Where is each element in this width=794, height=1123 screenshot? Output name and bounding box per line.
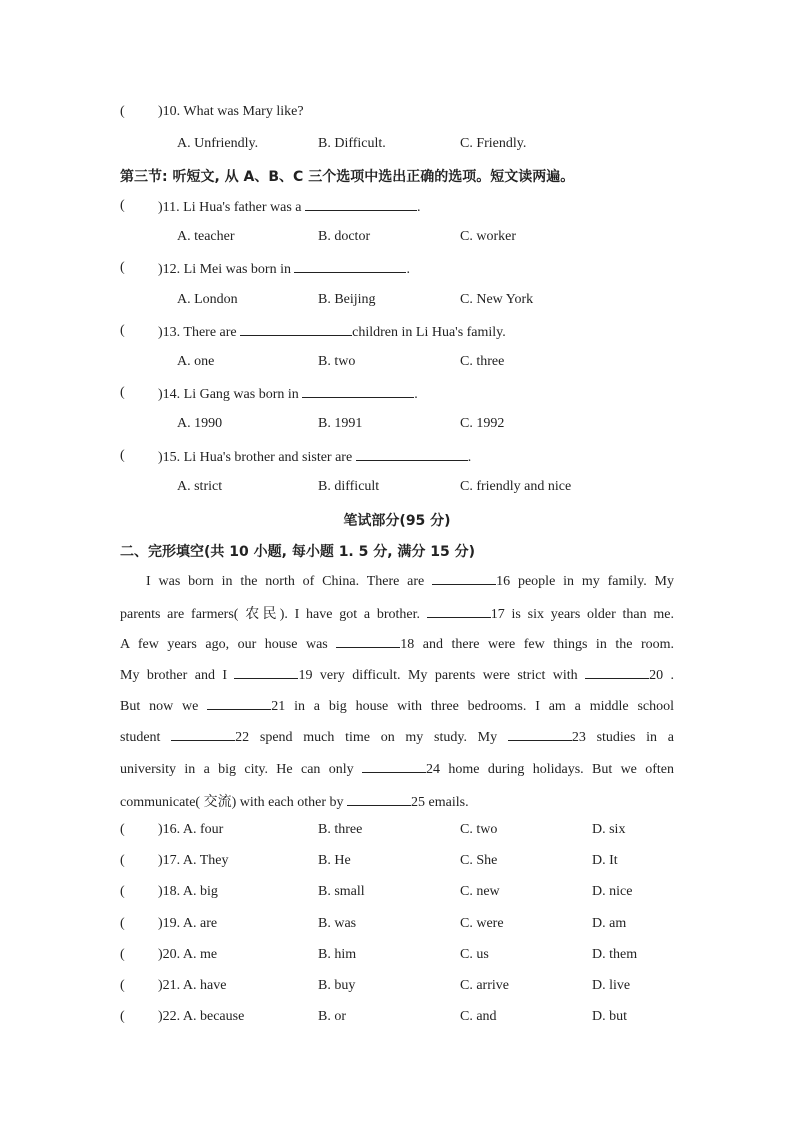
option-b: B. was	[318, 916, 357, 931]
answer-paren: (	[120, 853, 125, 868]
passage-text: My brother and I	[120, 668, 228, 683]
passage-text: 22 spend much time on my study. My	[235, 730, 498, 745]
passage-line	[120, 728, 674, 746]
option-b: B. 1991	[318, 416, 363, 431]
answer-paren: (	[120, 385, 125, 400]
option-b: B. three	[318, 822, 363, 837]
passage-text: 17 is six years older than me.	[490, 607, 675, 622]
option-c: C. were	[460, 916, 504, 931]
option-d: D. live	[592, 978, 631, 993]
section-2-heading: 二、完形填空(共 10 小题, 每小题 1. 5 分, 满分 15 分)	[120, 544, 476, 560]
cloze-question-20: )20. A. me	[158, 947, 218, 962]
option-c: C. three	[460, 354, 505, 369]
cloze-blank-20	[585, 666, 649, 679]
answer-paren: (	[120, 822, 125, 837]
question-text: )15. Li Hua's brother and sister are	[158, 450, 353, 465]
answer-blank	[240, 323, 352, 336]
passage-line	[120, 666, 674, 684]
cloze-question-16: )16. A. four	[158, 822, 224, 837]
cloze-blank-23	[508, 728, 572, 741]
cloze-question-18: )18. A. big	[158, 884, 218, 899]
option-c: C. friendly and nice	[460, 479, 572, 494]
question-text: )12. Li Mei was born in	[158, 262, 291, 277]
question-11	[158, 198, 421, 216]
option-d: D. but	[592, 1009, 627, 1024]
question-10: )10. What was Mary like?	[158, 104, 304, 119]
option-d: D. It	[592, 853, 618, 868]
option-a: A. strict	[177, 479, 223, 494]
passage-text: A few years ago, our house was	[120, 637, 328, 652]
cloze-blank-17	[427, 605, 491, 618]
option-a: A. teacher	[177, 229, 235, 244]
cloze-question-21: )21. A. have	[158, 978, 227, 993]
option-b: B. or	[318, 1009, 346, 1024]
passage-text: 25 emails.	[411, 795, 469, 810]
answer-blank	[294, 260, 406, 273]
passage-text: 19 very difficult. My parents were strict with	[298, 668, 578, 683]
cloze-blank-22	[171, 728, 235, 741]
option-c: C. New York	[460, 292, 534, 307]
option-c: C. two	[460, 822, 498, 837]
answer-paren: (	[120, 260, 125, 275]
passage-text: 24 home during holidays. But we often	[426, 762, 675, 777]
question-text-end: .	[414, 387, 418, 402]
passage-text: parents are farmers( 农民). I have got a brother.	[120, 607, 421, 622]
answer-paren: (	[120, 916, 125, 931]
option-b: B. He	[318, 853, 351, 868]
passage-line	[120, 760, 674, 778]
option-c: C. worker	[460, 229, 516, 244]
passage-text: student	[120, 730, 161, 745]
option-c: C. us	[460, 947, 489, 962]
passage-text: 20 .	[649, 668, 675, 683]
question-14	[158, 385, 418, 403]
option-c: C. Friendly.	[460, 136, 527, 151]
question-text-end: .	[406, 262, 410, 277]
option-a: A. Unfriendly.	[177, 136, 259, 151]
option-d: D. nice	[592, 884, 633, 899]
cloze-blank-16	[432, 572, 496, 585]
cloze-blank-21	[207, 697, 271, 710]
option-d: D. am	[592, 916, 627, 931]
option-b: B. difficult	[318, 479, 380, 494]
question-12	[158, 260, 410, 278]
option-a: A. London	[177, 292, 238, 307]
answer-paren: (	[120, 448, 125, 463]
passage-text: But now we	[120, 699, 199, 714]
cloze-question-19: )19. A. are	[158, 916, 218, 931]
question-text-end: children in Li Hua's family.	[352, 325, 506, 340]
cloze-blank-24	[362, 760, 426, 773]
question-text: )11. Li Hua's father was a	[158, 200, 302, 215]
answer-blank	[356, 448, 468, 461]
answer-paren: (	[120, 198, 125, 213]
passage-line	[120, 635, 674, 653]
option-b: B. small	[318, 884, 365, 899]
passage-text: 18 and there were few things in the room.	[400, 637, 675, 652]
option-b: B. Difficult.	[318, 136, 386, 151]
option-c: C. 1992	[460, 416, 505, 431]
passage-line	[120, 791, 674, 811]
passage-text: 16 people in my family. My	[496, 574, 674, 589]
cloze-question-22: )22. A. because	[158, 1009, 245, 1024]
option-d: D. six	[592, 822, 626, 837]
passage-text: 23 studies in a	[571, 730, 674, 745]
question-15	[158, 448, 471, 466]
option-c: C. and	[460, 1009, 497, 1024]
passage-line	[146, 572, 674, 590]
option-b: B. two	[318, 354, 356, 369]
option-d: D. them	[592, 947, 638, 962]
question-text-end: .	[417, 200, 421, 215]
passage-text: I was born in the north of China. There are	[146, 574, 425, 589]
cloze-question-17: )17. A. They	[158, 853, 229, 868]
option-c: C. arrive	[460, 978, 509, 993]
answer-paren: (	[120, 1009, 125, 1024]
answer-paren: (	[120, 947, 125, 962]
answer-paren: (	[120, 104, 125, 119]
passage-line	[120, 697, 674, 715]
cloze-blank-18	[336, 635, 400, 648]
option-a: A. 1990	[177, 416, 223, 431]
passage-text: university in a big city. He can only	[120, 762, 354, 777]
option-b: B. buy	[318, 978, 356, 993]
option-b: B. him	[318, 947, 357, 962]
question-text: )14. Li Gang was born in	[158, 387, 299, 402]
option-c: C. new	[460, 884, 500, 899]
option-a: A. one	[177, 354, 215, 369]
passage-text: 21 in a big house with three bedrooms. I am a middle school	[271, 699, 675, 714]
answer-blank	[302, 385, 414, 398]
option-b: B. Beijing	[318, 292, 376, 307]
cloze-blank-25	[347, 793, 411, 806]
question-13	[158, 323, 506, 341]
question-text-end: .	[467, 450, 472, 465]
passage-line	[120, 603, 674, 623]
option-b: B. doctor	[318, 229, 371, 244]
passage-text: communicate( 交流) with each other by	[120, 795, 344, 810]
section-3-heading: 第三节: 听短文, 从 A、B、C 三个选项中选出正确的选项。短文读两遍。	[120, 169, 575, 185]
written-part-title: 笔试部分(95 分)	[343, 513, 451, 529]
option-c: C. She	[460, 853, 498, 868]
cloze-blank-19	[234, 666, 298, 679]
question-text: )13. There are	[158, 325, 237, 340]
answer-paren: (	[120, 978, 125, 993]
answer-blank	[305, 198, 417, 211]
answer-paren: (	[120, 884, 125, 899]
answer-paren: (	[120, 323, 125, 338]
